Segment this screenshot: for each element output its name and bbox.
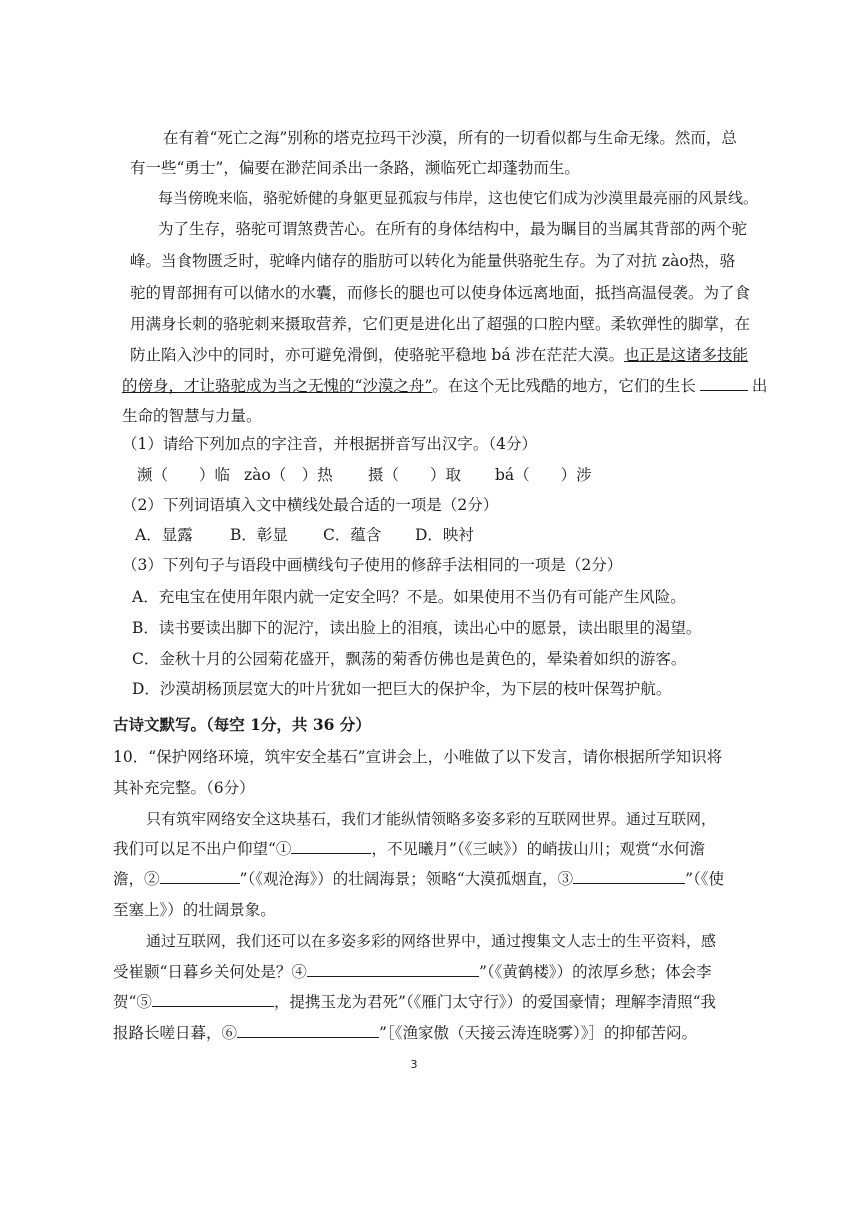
q3-option-b: B．读书要读出脚下的泥泞，读出脸上的泪痕，读出心中的愿景，读出眼里的渴望。 <box>132 619 702 637</box>
passage-line-1: 在有着“死亡之海”别称的塔克拉玛干沙漠，所有的一切看似都与生命无缘。然而，总 <box>163 129 737 147</box>
q3-option-a: A．充电宝在使用年限内就一定安全吗？不是。如果使用不当仍有可能产生风险。 <box>132 588 686 606</box>
passage-line-5: 峰。当食物匮乏时，驼峰内储存的脂肪可以转化为能量供骆驼生存。为了对抗 zào热，骆 <box>130 252 736 270</box>
passage-line-4: 为了生存，骆驼可谓煞费苦心。在所有的身体结构中，最为瞩目的当属其背部的两个驼 <box>158 220 748 238</box>
passage-line-8-text: 防止陷入沙中的同时，亦可避免滑倒，使骆驼平稳地 bá 涉在茫茫大漠。 <box>130 346 625 364</box>
passage-line-6: 驼的胃部拥有可以储水的水囊，而修长的腿也可以使身体远离地面，抵挡高温侵袭。为了食 <box>130 284 751 302</box>
fill-blank[interactable] <box>700 375 748 391</box>
q10-text: ”（《黄鹤楼》）的浓厚乡愁；体会李 <box>478 963 712 981</box>
passage-line-3: 每当傍晚来临，骆驼娇健的身躯更显孤寂与伟岸，这也使它们成为沙漠里最亮丽的风景线。 <box>158 189 759 207</box>
q10-para2-line-4 <box>113 1022 697 1044</box>
question-1-stem: （1）请给下列加点的字注音，并根据拼音写出汉字。（4分） <box>122 435 537 453</box>
passage-line-2: 有一些“勇士”，偏要在渺茫间杀出一条路，濒临死亡却蓬勃而生。 <box>130 159 580 177</box>
q3-option-d: D．沙漠胡杨顶层宽大的叶片犹如一把巨大的保护伞，为下层的枝叶保驾护航。 <box>132 680 672 698</box>
section-title: 古诗文默写。（每空 1分，共 36 分） <box>113 715 371 734</box>
q10-para1-line-4: 至塞上》）的壮阔景象。 <box>113 901 276 919</box>
passage-line-9-end: 出 <box>751 377 768 395</box>
blank-6[interactable] <box>237 1022 379 1038</box>
q10-para2-line-2 <box>113 961 712 983</box>
page-number: 3 <box>410 1058 418 1071</box>
q10-text: 澹，② <box>113 870 160 888</box>
q1-item-4: bá（ ）涉 <box>495 466 592 484</box>
q2-option-b: B．彰显 <box>230 526 288 544</box>
q10-para1-line-1: 只有筑牢网络安全这块基石，我们才能纵情领略多姿多彩的互联网世界。通过互联网， <box>146 810 717 828</box>
q1-item-3: 摄（ ）取 <box>368 466 462 484</box>
q10-text: 贺“⑤ <box>113 993 152 1011</box>
passage-line-8 <box>130 344 748 366</box>
question-3-stem: （3）下列句子与语段中画横线句子使用的修辞手法相同的一项是（2分） <box>122 556 623 574</box>
q10-text: ”［《渔家傲（天接云涛连晓雾）》］的抑郁苦闷。 <box>379 1024 697 1042</box>
q10-text: ，不见曦月”（《三峡》）的峭拔山川；观赏“水何澹 <box>371 840 706 858</box>
q10-para1-line-3 <box>113 868 724 890</box>
q1-item-2: zào（ ）热 <box>244 466 333 484</box>
blank-5[interactable] <box>152 991 274 1007</box>
question-1-items <box>137 464 592 486</box>
blank-3[interactable] <box>573 868 685 884</box>
blank-4[interactable] <box>307 961 479 977</box>
q10-text: 受崔颢“日暮乡关何处是？④ <box>113 963 307 981</box>
passage-line-9 <box>122 375 767 397</box>
passage-line-7: 用满身长刺的骆驼刺来摄取营养，它们更是进化出了超强的口腔内壁。柔软弹性的脚掌，在 <box>130 315 751 333</box>
q10-text: ”（《使 <box>685 870 725 888</box>
passage-line-9-text: 。在这个无比残酷的地方，它们的生长 <box>432 377 696 395</box>
underlined-sentence-part-2: 的傍身，才让骆驼成为当之无愧的“沙漠之舟” <box>122 377 433 395</box>
question-10-line-2: 其补充完整。（6分） <box>113 779 255 797</box>
q10-para2-line-1: 通过互联网，我们还可以在多姿多彩的网络世界中，通过搜集文人志士的生平资料，感 <box>146 932 717 950</box>
question-2-stem: （2）下列词语填入文中横线处最合适的一项是（2分） <box>122 496 499 514</box>
q10-para1-line-2 <box>113 838 705 860</box>
blank-1[interactable] <box>291 838 371 854</box>
q10-text: 我们可以足不出户仰望“① <box>113 840 292 858</box>
passage-line-10: 生命的智慧与力量。 <box>122 407 262 425</box>
question-2-options <box>135 524 474 546</box>
q3-option-c: C．金秋十月的公园菊花盛开，飘荡的菊香仿佛也是黄色的，晕染着如织的游客。 <box>132 650 687 668</box>
q10-text: 报路长嗟日暮，⑥ <box>113 1024 238 1042</box>
blank-2[interactable] <box>160 868 240 884</box>
q10-text: ”（《观沧海》）的壮阔海景；领略“大漠孤烟直，③ <box>239 870 574 888</box>
q10-text: ，提携玉龙为君死”（《雁门太守行》）的爱国豪情；理解李清照“我 <box>273 993 717 1011</box>
q1-item-1: 濒（ ）临 <box>137 466 231 484</box>
underlined-sentence-part-1: 也正是这诸多技能 <box>624 346 749 364</box>
question-10-line-1: 10．“保护网络环境，筑牢安全基石”宣讲会上，小唯做了以下发言，请你根据所学知识将 <box>113 748 723 766</box>
q2-option-a: A．显露 <box>135 526 193 544</box>
q2-option-d: D．映衬 <box>415 526 474 544</box>
q10-para2-line-3 <box>113 991 716 1013</box>
q2-option-c: C．蕴含 <box>323 526 382 544</box>
